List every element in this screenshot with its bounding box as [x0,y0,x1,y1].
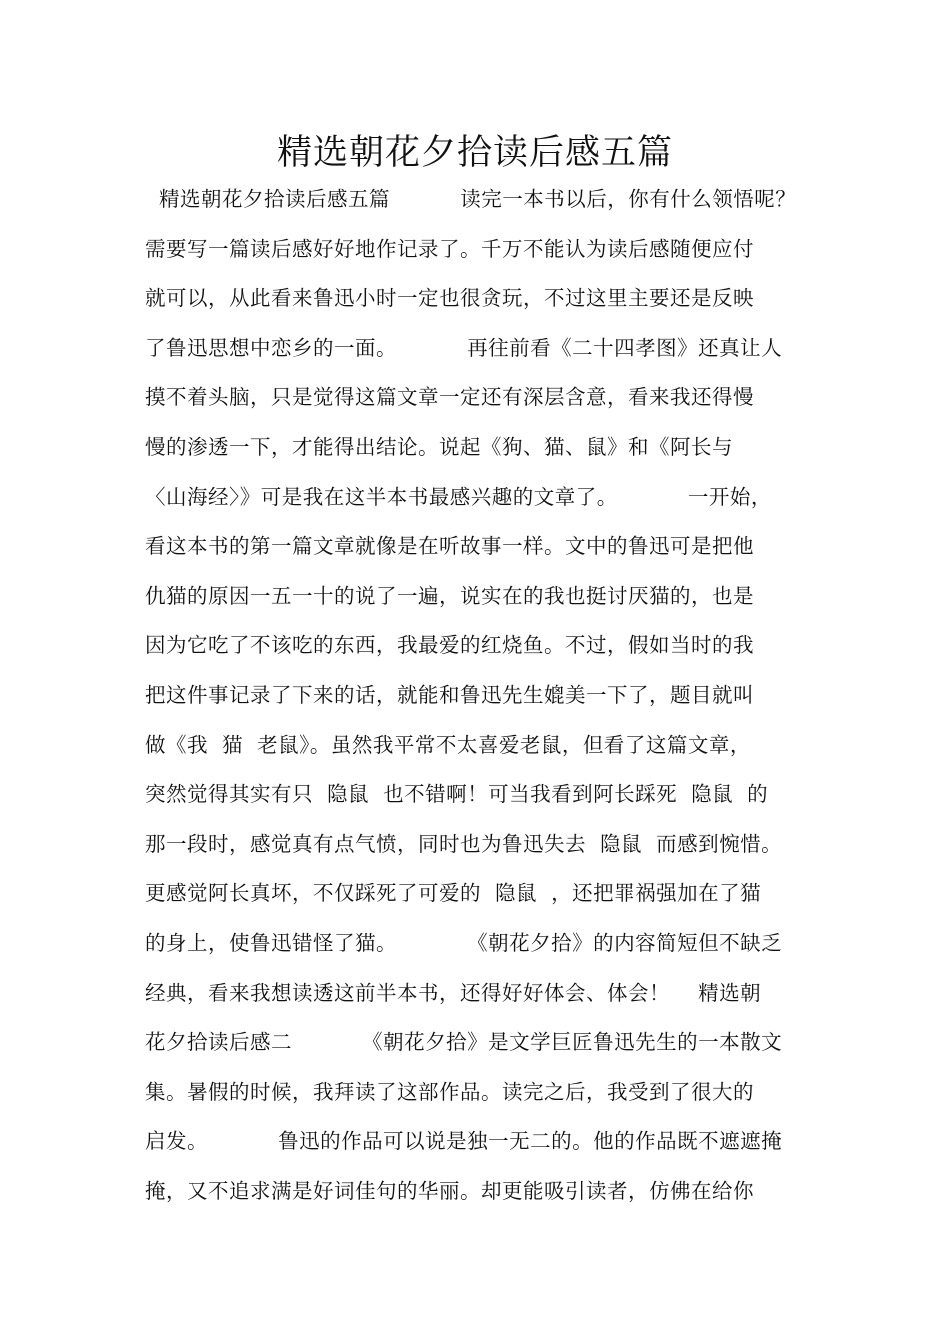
document-body [145,175,825,1216]
text-line: 看这本书的第一篇文章就像是在听故事一样。文中的鲁迅可是把他 [145,534,754,559]
text-line: 就可以，从此看来鲁迅小时一定也很贪玩，不过这里主要还是反映 [145,286,754,311]
text-line: 需要写一篇读后感好好地作记录了。千万不能认为读后感随便应付 [145,236,754,261]
text-line: 经典，看来我想读透这前半本书，还得好好体会、体会！ 精选朝 [145,980,762,1005]
text-line: 摸不着头脑，只是觉得这篇文章一定还有深层含意，看来我还得慢 [145,385,754,410]
text-line: 做《我 猫 老鼠》。虽然我平常不太喜爱老鼠，但看了这篇文章， [145,732,751,757]
document-title: 精选朝花夕拾读后感五篇 [276,133,673,173]
text-line: 〈山海经〉》可是我在这半本书最感兴趣的文章了。 一开始， [145,484,772,509]
text-line: 集。暑假的时候，我拜读了这部作品。读完之后，我受到了很大的 [145,1079,754,1104]
text-line: 掩，又不追求满是好词佳句的华丽。却更能吸引读者，仿佛在给你 [145,1178,754,1203]
text-line: 仇猫的原因一五一十的说了一遍，说实在的我也挺讨厌猫的，也是 [145,583,754,608]
text-line: 了鲁迅思想中恋乡的一面。 再往前看《二十四孝图》还真让人 [145,335,783,360]
text-line: 因为它吃了不该吃的东西，我最爱的红烧鱼。不过，假如当时的我 [145,633,754,658]
text-line: 的身上，使鲁迅错怪了猫。 《朝花夕拾》的内容简短但不缺乏 [145,930,783,955]
text-line: 把这件事记录了下来的话，就能和鲁迅先生媲美一下了，题目就叫 [145,682,754,707]
text-line: 更感觉阿长真坏，不仅踩死了可爱的 隐鼠 ，还把罪祸强加在了猫 [145,881,762,906]
text-line: 精选朝花夕拾读后感五篇 读完一本书以后，你有什么领悟呢？ [145,187,797,211]
text-line: 启发。 鲁迅的作品可以说是独一无二的。他的作品既不遮遮掩 [145,1129,783,1154]
text-line: 花夕拾读后感二 《朝花夕拾》是文学巨匠鲁迅先生的一本散文 [145,1030,783,1055]
text-line: 慢的渗透一下，才能得出结论。说起《狗、猫、鼠》和《阿长与 [145,434,733,459]
text-line: 那一段时，感觉真有点气愤，同时也为鲁迅失去 隐鼠 而感到惋惜。 [145,831,783,856]
text-line: 突然觉得其实有只 隐鼠 也不错啊！可当我看到阿长踩死 隐鼠 的 [145,782,769,807]
